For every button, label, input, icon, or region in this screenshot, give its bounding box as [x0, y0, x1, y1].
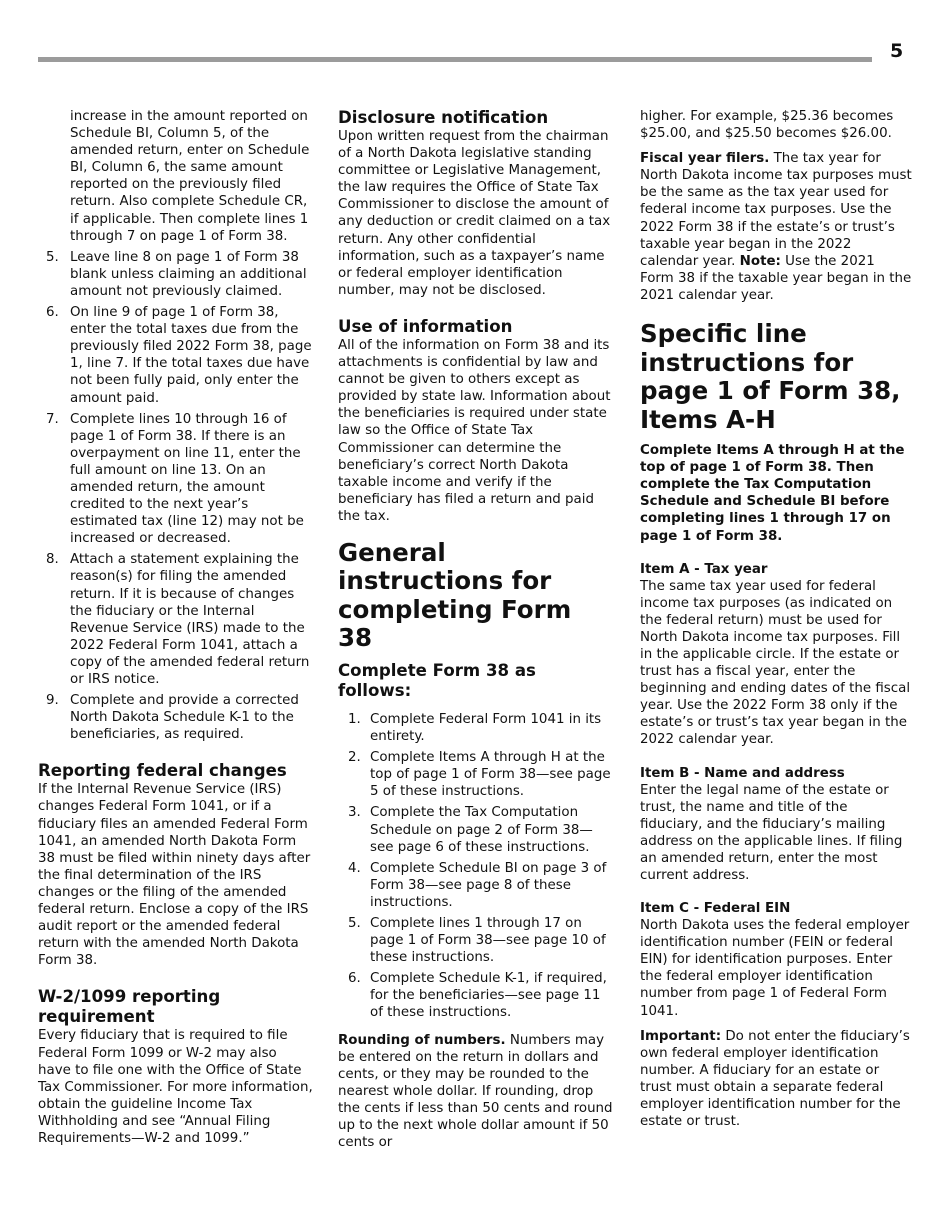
complete-steps-list [338, 711, 614, 1022]
list-number: 2. [348, 750, 361, 766]
list-text: Complete lines 10 through 16 of page 1 of Form 38. If there is an overpayment on line 11, enter the full amount on line 13. On an amended return, the amount credited to the next year’s estimated tax (line 12) may not be increased or decreased. [70, 411, 304, 547]
list-number: 5. [348, 916, 361, 931]
rounding-continued: higher. For example, $25.36 becomes $25.00, and $25.50 becomes $26.00. [640, 109, 894, 142]
list-item [338, 860, 614, 911]
disclosure-heading: Disclosure notification [338, 108, 549, 127]
list-item [338, 804, 614, 855]
note-text: Use the 2021 Form 38 if the taxable year began in the 2021 calendar year. [640, 253, 912, 303]
column-3 [640, 108, 912, 1138]
important-paragraph [640, 1028, 912, 1131]
list-text: Complete Items A through H at the top of page 1 of Form 38—see page 5 of these instructions. [370, 750, 611, 800]
list-item [338, 970, 614, 1021]
reporting-paragraph: If the Internal Revenue Service (IRS) changes Federal Form 1041, or if a fiduciary files an amended Federal Form 1041, an amended North Dakota Form 38 must be filed within ninety days after the final determination of the IRS changes or the filing of the amended federal return. Enclose a copy of the IRS audit report or the amended federal return with the amended North Dakota Form 38. [38, 782, 311, 969]
use-heading: Use of information [338, 316, 513, 336]
item-a-heading: Item A - Tax year [640, 561, 768, 577]
item-b-heading: Item B - Name and address [640, 765, 845, 781]
fiscal-paragraph [640, 150, 912, 304]
list-number: 5. [46, 249, 59, 265]
list-number: 3. [348, 805, 361, 821]
list-text: On line 9 of page 1 of Form 38, enter the total taxes due from the previously filed 2022 Form 38, page 1, line 7. If the total taxes due have not been fully paid, only enter the amount paid. [70, 305, 312, 406]
continued-paragraph: increase in the amount reported on Schedule BI, Column 5, of the amended return, enter on Schedule BI, Column 6, the same amount reported on the previously filed return. Also complete Schedule CR, if applicable. Then complete lines 1 through 7 on page 1 of Form 38. [70, 109, 310, 244]
list-item [38, 551, 313, 688]
page-number: 5 [890, 40, 904, 62]
specific-intro: Complete Items A through H at the top of page 1 of Form 38. Then complete the Tax Computation Schedule and Schedule BI before completing lines 1 through 17 on page 1 of Form 38. [640, 443, 905, 544]
amended-steps-list [38, 249, 313, 744]
list-item [38, 249, 313, 300]
fiscal-lead: Fiscal year filers. [640, 151, 770, 167]
list-text: Complete Schedule BI on page 3 of Form 38—see page 8 of these instructions. [370, 860, 607, 910]
w2-paragraph: Every fiduciary that is required to file Federal Form 1099 or W-2 may also have to file one with the Office of State Tax Commissioner. For more information, obtain the guideline Income Tax Withholding and see “Annual Filing Requirements—W-2 and 1099.” [38, 1028, 313, 1146]
list-text: Complete Schedule K-1, if required, for the beneficiaries—see page 11 of these instructions. [370, 971, 607, 1021]
list-number: 1. [348, 711, 361, 727]
list-item [38, 692, 313, 743]
list-text: Complete Federal Form 1041 in its entirety. [370, 711, 602, 745]
list-item [338, 915, 614, 966]
important-lead: Important: [640, 1028, 722, 1044]
column-1 [38, 108, 313, 1155]
header-rule [38, 57, 872, 62]
w2-heading: W-2/1099 reporting requirement [38, 987, 221, 1027]
list-item [38, 304, 313, 407]
item-c-heading: Item C - Federal EIN [640, 901, 791, 917]
list-number: 9. [46, 693, 59, 709]
column-2 [338, 108, 614, 1159]
fiscal-text: The tax year for North Dakota income tax purposes must be the same as the tax year used for federal income tax purposes. Use the 2022 Form 38 if the estate’s or trust’s taxable year began in the 2022 calendar year. [640, 151, 912, 269]
rounding-text: Numbers may be entered on the return in dollars and cents, or they may be rounded to the nearest whole dollar. If rounding, drop the cents if less than 50 cents and round up to the next whole dollar amount if 50 cents or [338, 1032, 613, 1151]
important-text: Do not enter the fiduciary’s own federal employer identification number. A fiduciary for an estate or trust must obtain a separate federal employer identification number for the estate or trust. [640, 1028, 910, 1130]
disclosure-paragraph: Upon written request from the chairman of a North Dakota legislative standing committee or Legislative Management, the law requires the Office of State Tax Commissioner to disclose the amount of any deduction or credit claimed on a tax return. Any other confidential information, such as a taxpayer’s name or federal employer identification number, may not be disclosed. [338, 129, 611, 298]
use-paragraph: All of the information on Form 38 and its attachments is confidential by law and cannot be given to others except as provided by state law. Information about the beneficiaries is required under state law so the Office of State Tax Commissioner can determine the beneficiary’s correct North Dakota taxable income and verify if the beneficiary has filed a return and paid the tax. [338, 337, 611, 524]
item-b-paragraph: Enter the legal name of the estate or trust, the name and title of the fiduciary, and the fiduciary’s mailing address on the applicable lines. If filing an amended return, enter the most current address. [640, 782, 903, 883]
list-item [38, 411, 313, 548]
general-heading: General instructions for completing Form 38 [338, 537, 572, 653]
list-number: 4. [348, 860, 361, 876]
list-item [338, 711, 614, 745]
list-text: Complete lines 1 through 17 on page 1 of Form 38—see page 10 of these instructions. [370, 916, 606, 966]
list-number: 6. [348, 971, 361, 987]
list-number: 7. [46, 411, 59, 427]
list-text: Attach a statement explaining the reason(s) for filing the amended return. If it is because of changes the fiduciary or the Internal Revenue Service (IRS) made to the 2022 Federal Form 1041, attach a copy of the amended federal return or IRS notice. [70, 552, 310, 687]
item-a-paragraph: The same tax year used for federal income tax purposes (as indicated on the federal return) must be used for North Dakota income tax purposes. Fill in the applicable circle. If the estate or trust has a fiscal year, enter the beginning and ending dates of the fiscal year. Use the 2022 Form 38 only if the estate’s or trust’s tax year began in the 2022 calendar year. [640, 578, 911, 748]
note-lead: Note: [739, 253, 781, 269]
rounding-paragraph [338, 1032, 614, 1152]
list-text: Complete the Tax Computation Schedule on page 2 of Form 38—see page 6 of these instructions. [370, 805, 593, 855]
list-item [338, 749, 614, 800]
list-number: 6. [46, 305, 59, 321]
specific-heading: Specific line instructions for page 1 of Form 38, Items A-H [640, 319, 901, 434]
complete-subheading: Complete Form 38 as follows: [338, 660, 536, 700]
item-c-paragraph: North Dakota uses the federal employer identification number (FEIN or federal EIN) for identification purposes. Enter the federal employer identification number from page 1 of Federal Form 1041. [640, 918, 910, 1019]
list-number: 8. [46, 552, 59, 568]
reporting-heading: Reporting federal changes [38, 761, 287, 781]
list-text: Complete and provide a corrected North Dakota Schedule K-1 to the beneficiaries, as required. [70, 693, 299, 743]
list-text: Leave line 8 on page 1 of Form 38 blank unless claiming an additional amount not previously claimed. [70, 249, 307, 299]
rounding-lead: Rounding of numbers. [338, 1032, 506, 1048]
